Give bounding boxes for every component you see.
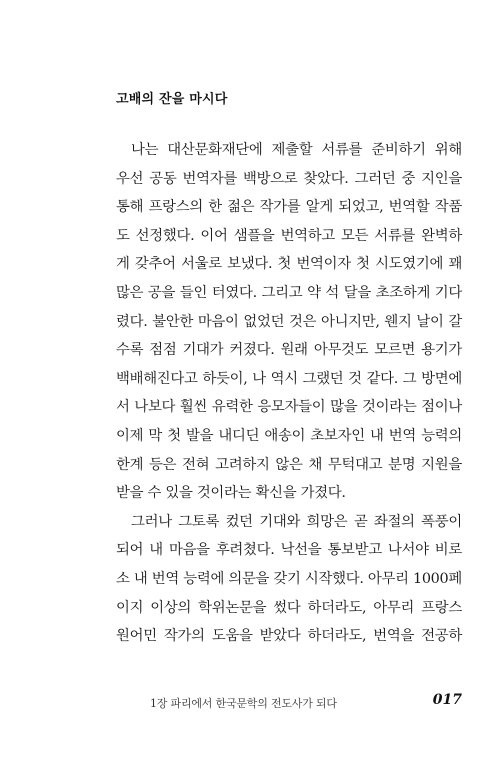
text-line: 수록 점점 기대가 커졌다. 원래 아무것도 모르면 용기가 <box>116 342 462 359</box>
text-line: 받을 수 있을 것이라는 확신을 가졌다. <box>116 485 346 502</box>
text-line: 도 선정했다. 이어 샘플을 번역하고 모든 서류를 완벽하 <box>116 227 462 244</box>
text-line: 원어민 작가의 도움을 받았다 하더라도, 번역을 전공하 <box>116 628 462 645</box>
section-title: 고배의 잔을 마시다 <box>116 92 228 107</box>
text-line: 렸다. 불안한 마음이 없었던 것은 아니지만, 웬지 날이 갈 <box>116 313 462 330</box>
text-line: 되어 내 마음을 후려쳤다. 낙선을 통보받고 나서야 비로 <box>116 542 462 559</box>
text-line: 소 내 번역 능력에 의문을 갖기 시작했다. 아무리 1000페 <box>116 570 462 587</box>
page-footer <box>116 692 462 712</box>
text-line: 우선 공동 번역자를 백방으로 찾았다. 그러던 중 지인을 <box>116 170 462 187</box>
body-text <box>116 136 462 651</box>
text-line: 한계 등은 전혀 고려하지 않은 채 무턱대고 분명 지원을 <box>116 456 462 473</box>
text-line: 통해 프랑스의 한 젊은 작가를 알게 되었고, 번역할 작품 <box>116 199 462 216</box>
text-line: 이제 막 첫 발을 내디딘 애송이 초보자인 내 번역 능력의 <box>116 427 462 444</box>
running-footer-chapter: 1장 파리에서 한국문학의 전도사가 되다 <box>150 697 337 710</box>
text-line: 많은 공을 들인 터였다. 그리고 약 석 달을 초조하게 기다 <box>116 284 462 301</box>
paragraph-2 <box>116 508 462 651</box>
text-line: 이지 이상의 학위논문을 썼다 하더라도, 아무리 프랑스 <box>116 599 462 616</box>
text-line: 게 갖추어 서울로 보냈다. 첫 번역이자 첫 시도였기에 꽤 <box>116 256 462 273</box>
text-line: 백배해진다고 하듯이, 나 역시 그랬던 것 같다. 그 방면에 <box>116 370 462 387</box>
text-line: 나는 대산문화재단에 제출할 서류를 준비하기 위해 <box>131 142 462 158</box>
page-number: 017 <box>432 692 462 708</box>
text-line: 그러나 그토록 컸던 기대와 희망은 곧 좌절의 폭풍이 <box>131 513 462 530</box>
paragraph-1 <box>116 136 462 508</box>
text-line: 서 나보다 훨씬 유력한 응모자들이 많을 것이라는 점이나 <box>116 399 462 416</box>
